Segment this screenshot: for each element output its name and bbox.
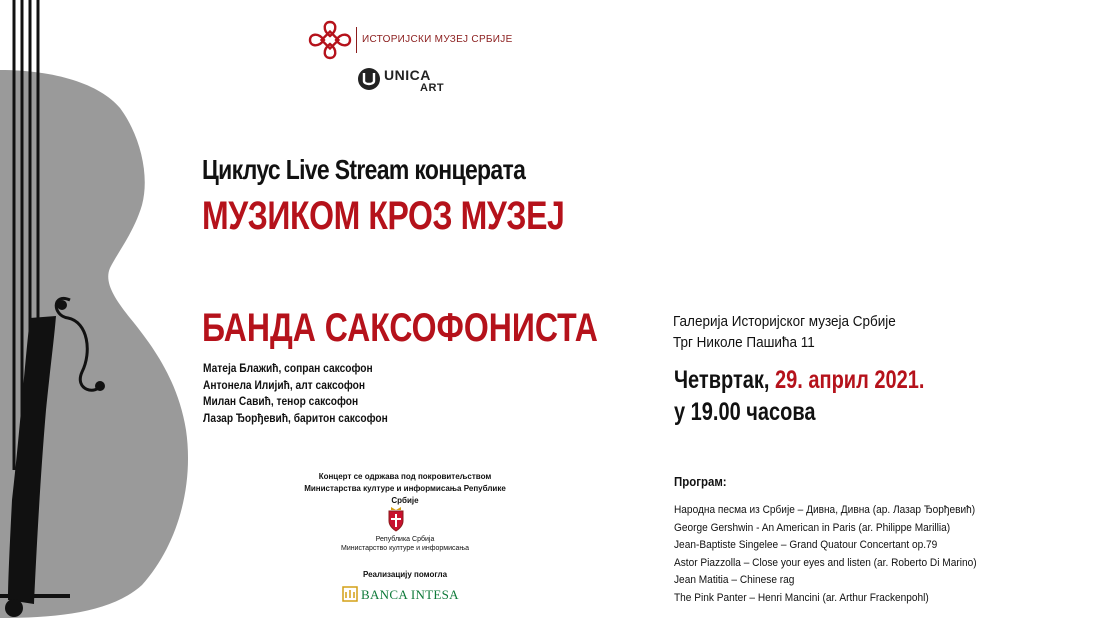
- date-line: [674, 364, 924, 396]
- program-item: Jean Matitia – Chinese rag: [674, 574, 795, 586]
- member-item: Лазар Ђорђевић, баритон саксофон: [203, 410, 388, 425]
- program-item: George Gershwin - An American in Paris (ar. Philippe Marillia): [674, 521, 951, 534]
- realization-label: Реализацију помогла: [362, 570, 448, 579]
- program-item: Astor Piazzolla – Close your eyes and listen (ar. Roberto Di Marino): [674, 556, 977, 569]
- venue-block: [673, 311, 896, 353]
- partner-suffix: ART: [420, 82, 445, 94]
- member-item: Милан Савић, тенор саксофон: [203, 394, 359, 408]
- time-label: у 19.00 часова: [674, 398, 816, 426]
- program-item: Jean-Baptiste Singelee – Grand Quatour Concertant op.79: [674, 539, 938, 551]
- serbia-coat-of-arms: [385, 505, 407, 533]
- venue-address: Трг Николе Пашића 11: [673, 334, 815, 351]
- datetime-block: [674, 364, 924, 428]
- program-item: Народна песма из Србије – Дивна, Дивна (ар. Лазар Ђорђевић): [674, 504, 976, 516]
- republic-name: Република Србија: [375, 536, 435, 543]
- program-item: The Pink Panter – Henri Mancini (ar. Arthur Frackenpohl): [674, 591, 929, 604]
- member-item: Матеја Блажић, сопран саксофон: [203, 361, 373, 375]
- program-heading: Програм:: [674, 474, 727, 489]
- venue-line: Галерија Историјског музеја Србије: [673, 313, 896, 330]
- ensemble-title: БАНДА САКСОФОНИСТА: [202, 306, 598, 350]
- museum-knot-logo: [306, 18, 354, 62]
- banca-intesa-logo: [342, 586, 358, 602]
- ministry-name: Министарство културе и информисања: [341, 545, 469, 552]
- bank-name: BANCA INTESA: [361, 587, 459, 602]
- members-list: [203, 360, 388, 426]
- republic-label: [340, 535, 470, 553]
- cycle-title: Циклус Live Stream концерата: [202, 154, 526, 185]
- logo-divider: [356, 27, 357, 53]
- patronage-line: Министарства културе и информисања Републике Србије: [304, 484, 506, 505]
- cello-illustration: [0, 0, 200, 618]
- museum-name: ИСТОРИЈСКИ МУЗЕЈ СРБИЈЕ: [362, 34, 513, 45]
- day-label: Четвртак,: [674, 366, 775, 394]
- partner-name: UNICA: [384, 67, 431, 83]
- member-item: Антонела Илијић, алт саксофон: [203, 377, 366, 392]
- patronage-text: [290, 471, 520, 507]
- series-title: МУЗИКОМ КРОЗ МУЗЕЈ: [202, 194, 565, 238]
- date-label: 29. април 2021.: [775, 366, 925, 394]
- patronage-line: Концерт се одржава под покровитељством: [318, 472, 492, 481]
- program-list: [674, 502, 977, 607]
- unica-art-logo: [357, 67, 381, 91]
